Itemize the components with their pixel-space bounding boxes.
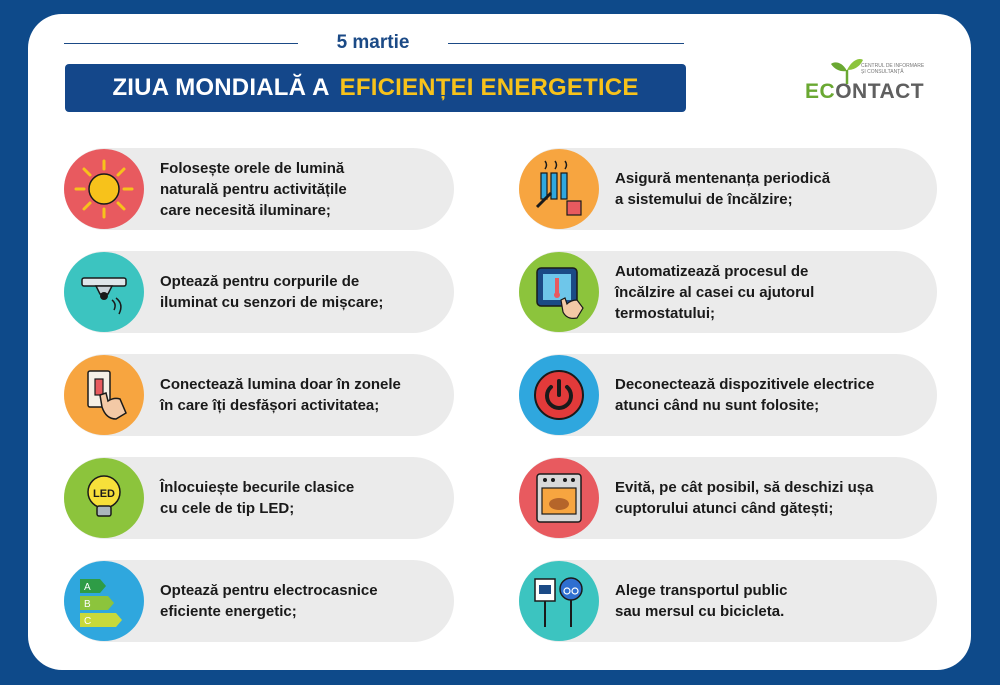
title-text-highlight: EFICIENȚEI ENERGETICE	[339, 74, 639, 101]
thermostat-icon	[519, 252, 599, 332]
tip-daylight	[64, 148, 454, 230]
svg-text:C: C	[84, 616, 92, 627]
tip-text: Înlocuiește becurile clasice cu cele de tip LED;	[160, 479, 355, 517]
date-row	[64, 30, 684, 58]
svg-text:A: A	[84, 582, 91, 593]
tip-text: Folosește orele de lumină naturală pentru activitățile care necesită iluminare;	[160, 159, 347, 219]
date-divider-right	[448, 43, 684, 44]
tip-thermostat	[519, 251, 937, 333]
tip-light-switch	[64, 354, 454, 436]
title-banner	[65, 64, 686, 112]
econtact-logo	[805, 56, 930, 106]
bus-bike-sign-icon	[519, 561, 599, 641]
heating-maintenance-icon	[519, 149, 599, 229]
title-text-main: ZIUA MONDIALĂ A	[112, 74, 330, 101]
light-switch-icon	[64, 355, 144, 435]
tip-oven	[519, 457, 937, 539]
tip-text: Evită, pe cât posibil, să deschizi ușa cuptorului atunci când gătești;	[615, 479, 874, 517]
tip-text: Conectează lumina doar în zonele în care îți desfășori activitatea;	[160, 376, 401, 414]
tip-led-bulb	[64, 457, 454, 539]
led-bulb-icon	[64, 458, 144, 538]
svg-text:B: B	[84, 599, 91, 610]
tip-text: Automatizează procesul de încălzire al casei cu ajutorul termostatului;	[615, 262, 815, 322]
energy-label-icon	[64, 561, 144, 641]
tip-motion-sensor	[64, 251, 454, 333]
motion-sensor-icon	[64, 252, 144, 332]
tip-transport	[519, 560, 937, 642]
sun-icon	[64, 149, 144, 229]
logo-tagline: CENTRUL DE INFORMARE ȘI CONSULTANȚĂ	[861, 63, 925, 75]
tip-text: Deconectează dispozitivele electrice atunci când nu sunt folosite;	[615, 376, 875, 414]
date-divider-left	[64, 43, 298, 44]
tip-text: Optează pentru corpurile de iluminat cu senzori de mișcare;	[160, 273, 384, 311]
logo-wordmark: ECONTACT	[805, 80, 925, 103]
date-label: 5 martie	[336, 32, 410, 53]
tip-text: Optează pentru electrocasnice eficiente energetic;	[160, 582, 378, 620]
tip-heating-maintenance	[519, 148, 937, 230]
tip-text: Asigură mentenanța periodică a sistemului de încălzire;	[615, 170, 831, 208]
power-button-icon	[519, 355, 599, 435]
oven-icon	[519, 458, 599, 538]
svg-text:LED: LED	[93, 488, 115, 500]
tip-power-off	[519, 354, 937, 436]
tip-energy-label	[64, 560, 454, 642]
tip-text: Alege transportul public sau mersul cu bicicleta.	[615, 582, 788, 620]
